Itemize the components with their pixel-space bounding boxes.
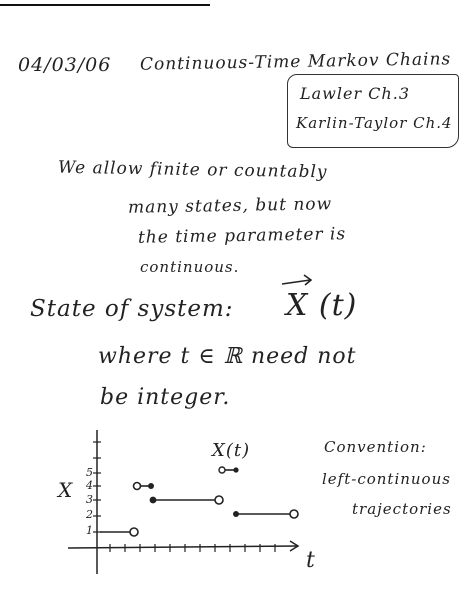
closed-endpoint xyxy=(148,483,154,489)
y-tick-label: 5 xyxy=(86,466,94,479)
open-endpoint xyxy=(130,528,138,536)
state-label: State of system: xyxy=(30,296,234,322)
annotation-line: Convention: xyxy=(324,438,427,456)
note-date: 04/03/06 xyxy=(18,54,112,76)
reference-item: Lawler Ch.3 xyxy=(300,84,410,103)
reference-item: Karlin-Taylor Ch.4 xyxy=(296,114,453,132)
y-tick-label: 2 xyxy=(86,508,94,521)
open-endpoint xyxy=(215,496,223,504)
note-line: where t ∈ ℝ need not xyxy=(98,344,357,369)
note-line: be integer. xyxy=(100,385,231,410)
y-tick-label: 1 xyxy=(86,524,94,537)
open-endpoint xyxy=(290,510,298,518)
open-endpoint xyxy=(134,483,141,490)
note-line: continuous. xyxy=(140,258,240,276)
y-tick-label: 3 xyxy=(86,493,94,506)
note-line: the time parameter is xyxy=(137,224,347,248)
open-endpoint xyxy=(219,467,225,473)
y-axis-label: X xyxy=(58,478,74,502)
closed-endpoint xyxy=(233,467,238,472)
note-line: We allow finite or countably xyxy=(57,157,328,183)
note-line: many states, but now xyxy=(127,194,333,218)
annotation-line: trajectories xyxy=(352,500,452,518)
state-variable: X (t) xyxy=(286,288,358,323)
note-title: Continuous-Time Markov Chains xyxy=(139,49,452,75)
curve-label: X(t) xyxy=(212,440,251,461)
x-axis-label: t xyxy=(306,548,316,573)
x-axis xyxy=(68,546,298,548)
y-tick-label: 4 xyxy=(86,479,94,492)
annotation-line: left-continuous xyxy=(322,470,451,488)
